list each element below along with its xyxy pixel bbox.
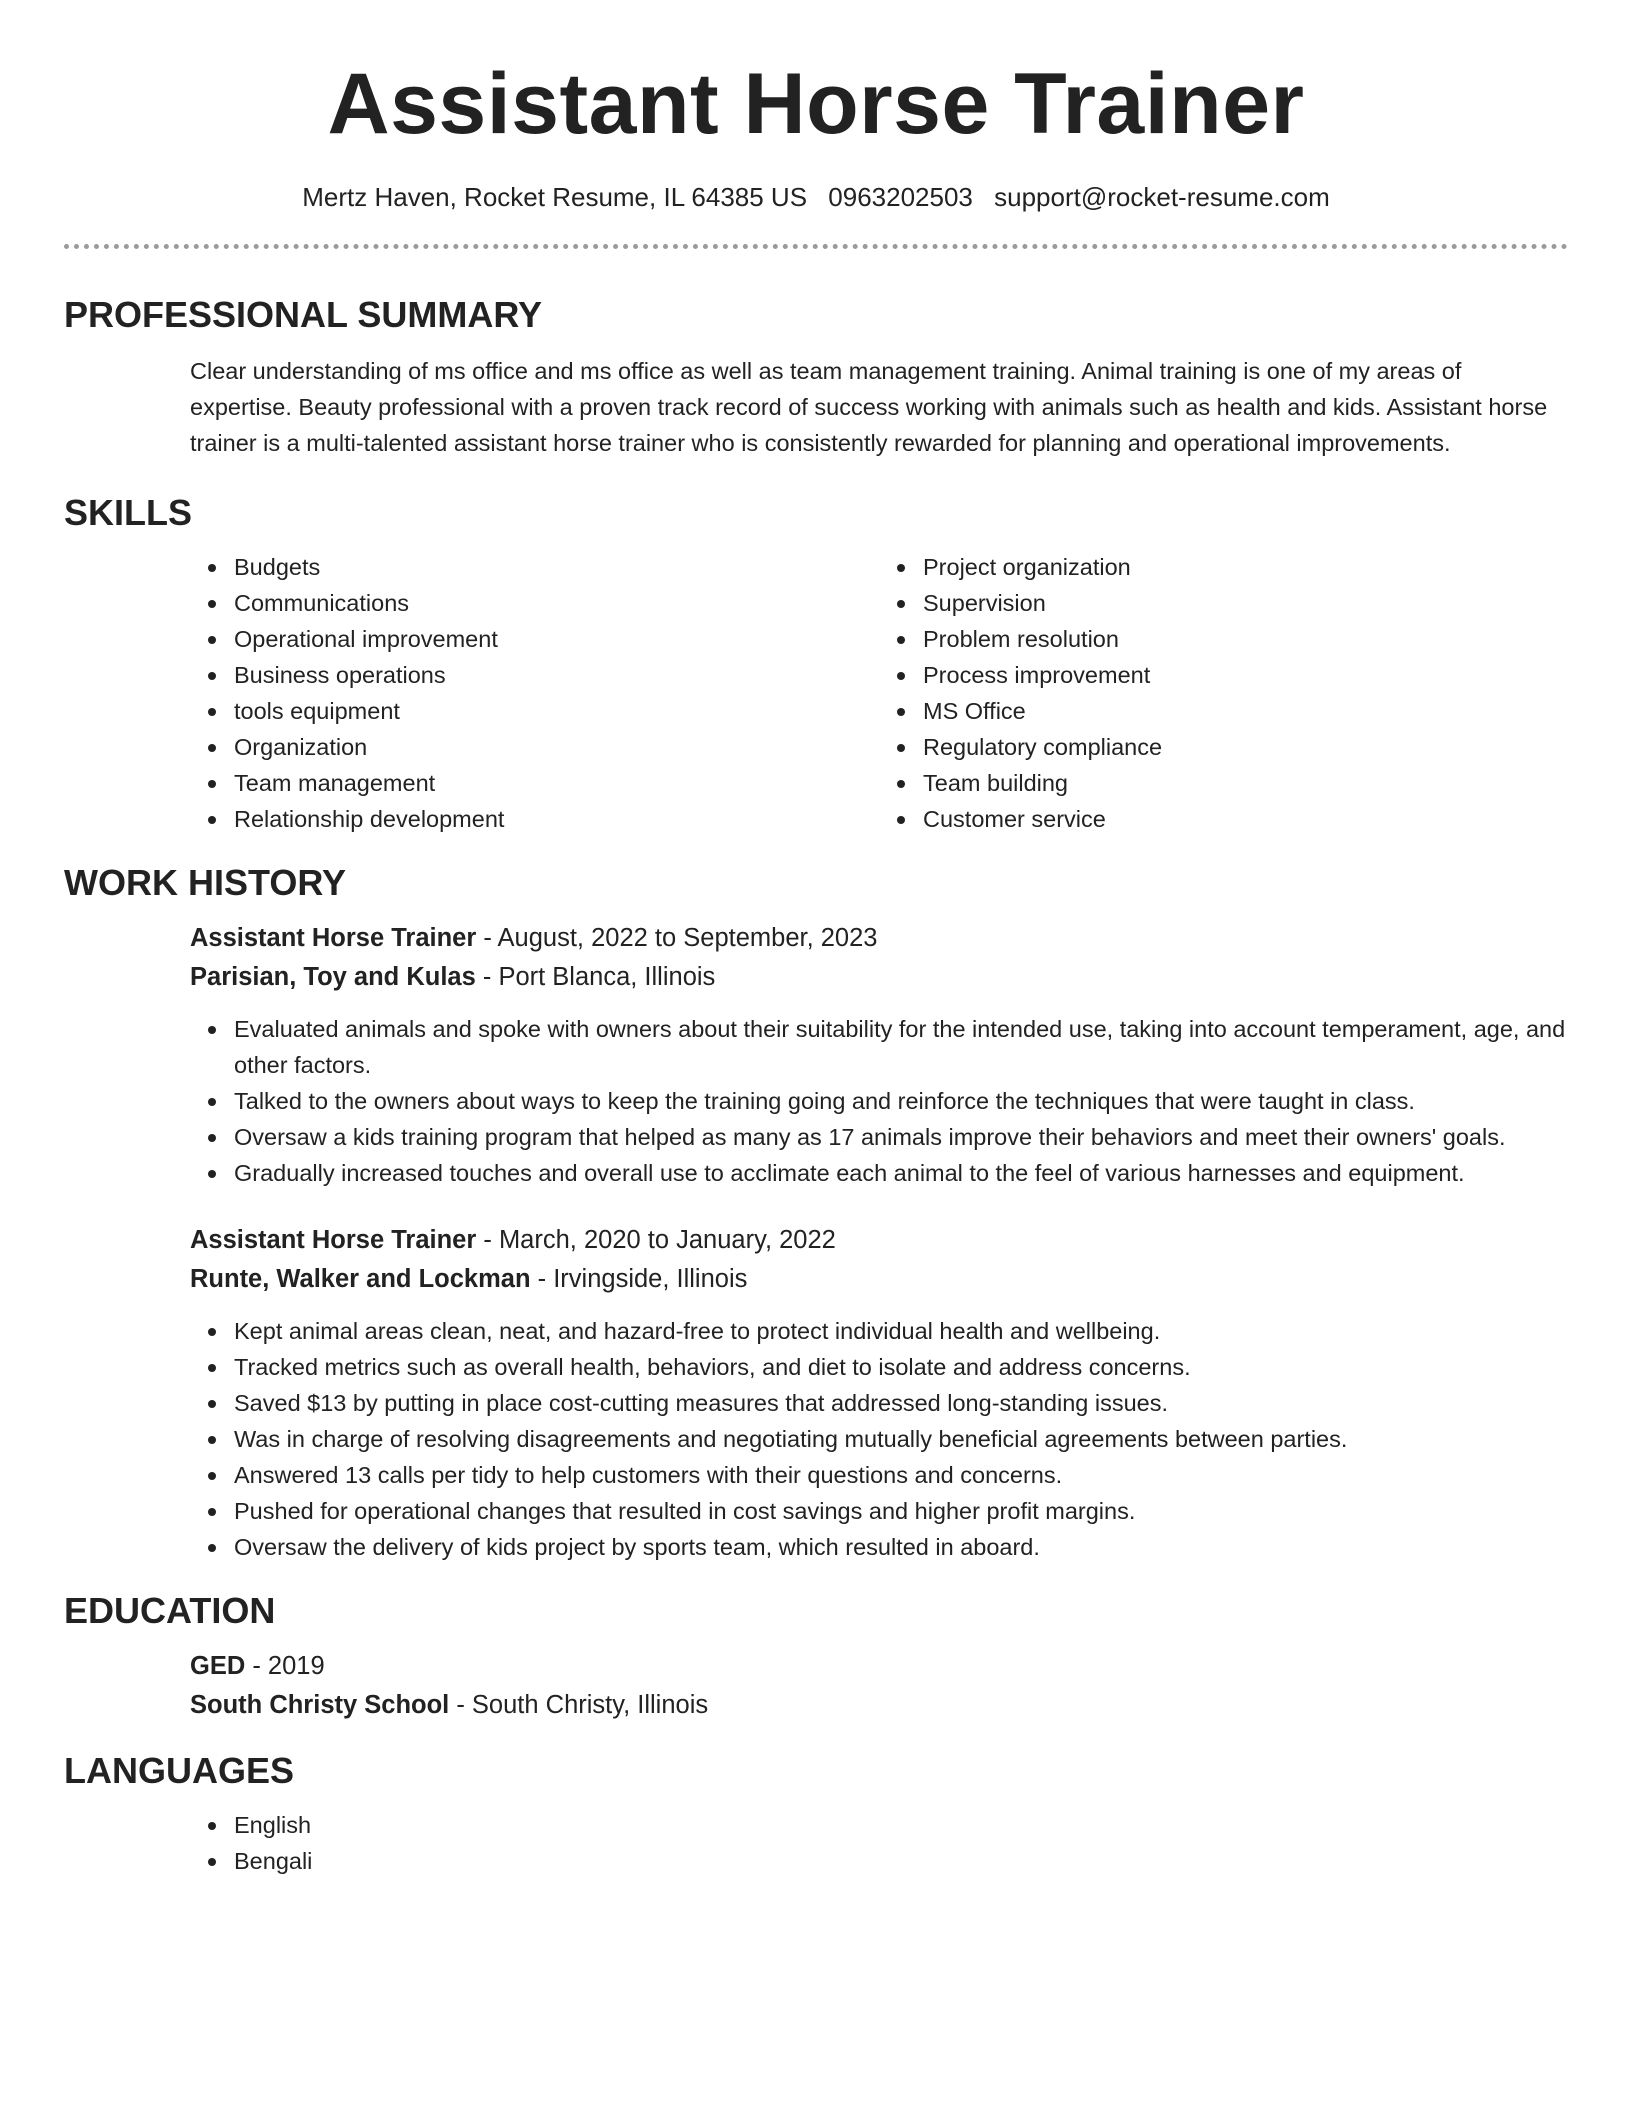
header-divider: [64, 244, 1568, 249]
summary-heading: PROFESSIONAL SUMMARY: [64, 294, 543, 335]
skill-item: Customer service: [923, 801, 1568, 837]
school-name: South Christy School: [190, 1691, 450, 1719]
language-item: English: [234, 1807, 1568, 1843]
contact-line: [64, 180, 1568, 214]
job-title: Assistant Horse Trainer: [190, 1226, 477, 1254]
skill-item: Regulatory compliance: [923, 729, 1568, 765]
skill-item: Relationship development: [234, 801, 879, 837]
duty-item: Tracked metrics such as overall health, behaviors, and diet to isolate and address concerns.: [234, 1349, 1568, 1385]
skill-item: Organization: [234, 729, 879, 765]
languages-items: [190, 1807, 1568, 1879]
degree: GED: [190, 1652, 246, 1680]
job-company: Runte, Walker and Lockman: [190, 1265, 531, 1293]
school-location: - South Christy, Illinois: [449, 1691, 709, 1719]
skill-item: Process improvement: [923, 657, 1568, 693]
duty-item: Gradually increased touches and overall use to acclimate each animal to the feel of various harnesses and equipment.: [234, 1155, 1568, 1191]
skills-list: [190, 549, 1568, 837]
duty-item: Evaluated animals and spoke with owners about their suitability for the intended use, taking into account temperament, age, and other factors.: [234, 1011, 1568, 1083]
job-entry: [190, 1221, 1568, 1565]
skill-item: Operational improvement: [234, 621, 879, 657]
contact-email: support@rocket-resume.com: [994, 182, 1330, 212]
job-entry: [190, 919, 1568, 1191]
job-company: Parisian, Toy and Kulas: [190, 963, 476, 991]
education-entry: [190, 1647, 1568, 1725]
skill-item: Team management: [234, 765, 879, 801]
skill-item: Supervision: [923, 585, 1568, 621]
degree-line: [190, 1647, 1568, 1686]
resume-page: [64, 0, 1568, 1879]
skill-item: Communications: [234, 585, 879, 621]
skill-item: Problem resolution: [923, 621, 1568, 657]
language-item: Bengali: [234, 1843, 1568, 1879]
skill-item: MS Office: [923, 693, 1568, 729]
degree-year: - 2019: [245, 1652, 325, 1680]
job-title: Assistant Horse Trainer: [190, 924, 477, 952]
duty-item: Kept animal areas clean, neat, and hazard-free to protect individual health and wellbeing.: [234, 1313, 1568, 1349]
summary-text: Clear understanding of ms office and ms office as well as team management training. Animal training is one of my areas of expertise. Beauty professional with a proven track record of success working with animals such as health and kids. Assistant horse trainer is a multi-talented assistant horse trainer who is consistently rewarded for planning and operational improvements.: [190, 358, 1548, 456]
job-location: - Port Blanca, Illinois: [475, 963, 716, 991]
job-company-line: [190, 1260, 1568, 1299]
page-title: Assistant Horse Trainer: [327, 56, 1305, 152]
duty-item: Answered 13 calls per tidy to help customers with their questions and concerns.: [234, 1457, 1568, 1493]
languages-heading: LANGUAGES: [64, 1750, 295, 1791]
school-line: [190, 1686, 1568, 1725]
skills-left-column: [190, 549, 879, 837]
job-duties: [190, 1011, 1568, 1191]
job-duties: [190, 1313, 1568, 1565]
contact-phone: 0963202503: [828, 182, 973, 212]
skills-heading: SKILLS: [64, 492, 193, 533]
job-dates: - August, 2022 to September, 2023: [476, 924, 878, 952]
education-heading: EDUCATION: [64, 1590, 276, 1631]
skill-item: tools equipment: [234, 693, 879, 729]
duty-item: Pushed for operational changes that resulted in cost savings and higher profit margins.: [234, 1493, 1568, 1529]
job-title-line: [190, 919, 1568, 958]
duty-item: Was in charge of resolving disagreements and negotiating mutually beneficial agreements between parties.: [234, 1421, 1568, 1457]
job-company-line: [190, 958, 1568, 997]
job-title-line: [190, 1221, 1568, 1260]
duty-item: Saved $13 by putting in place cost-cutting measures that addressed long-standing issues.: [234, 1385, 1568, 1421]
duty-item: Talked to the owners about ways to keep the training going and reinforce the techniques that were taught in class.: [234, 1083, 1568, 1119]
skill-item: Project organization: [923, 549, 1568, 585]
skills-right-column: [879, 549, 1568, 837]
skill-item: Business operations: [234, 657, 879, 693]
work-history-heading: WORK HISTORY: [64, 862, 347, 903]
contact-address: Mertz Haven, Rocket Resume, IL 64385 US: [302, 182, 808, 212]
skill-item: Budgets: [234, 549, 879, 585]
job-dates: - March, 2020 to January, 2022: [476, 1226, 836, 1254]
duty-item: Oversaw the delivery of kids project by sports team, which resulted in aboard.: [234, 1529, 1568, 1565]
job-location: - Irvingside, Illinois: [530, 1265, 748, 1293]
duty-item: Oversaw a kids training program that helped as many as 17 animals improve their behaviors and meet their owners' goals.: [234, 1119, 1568, 1155]
languages-list: [190, 1807, 1568, 1879]
skill-item: Team building: [923, 765, 1568, 801]
